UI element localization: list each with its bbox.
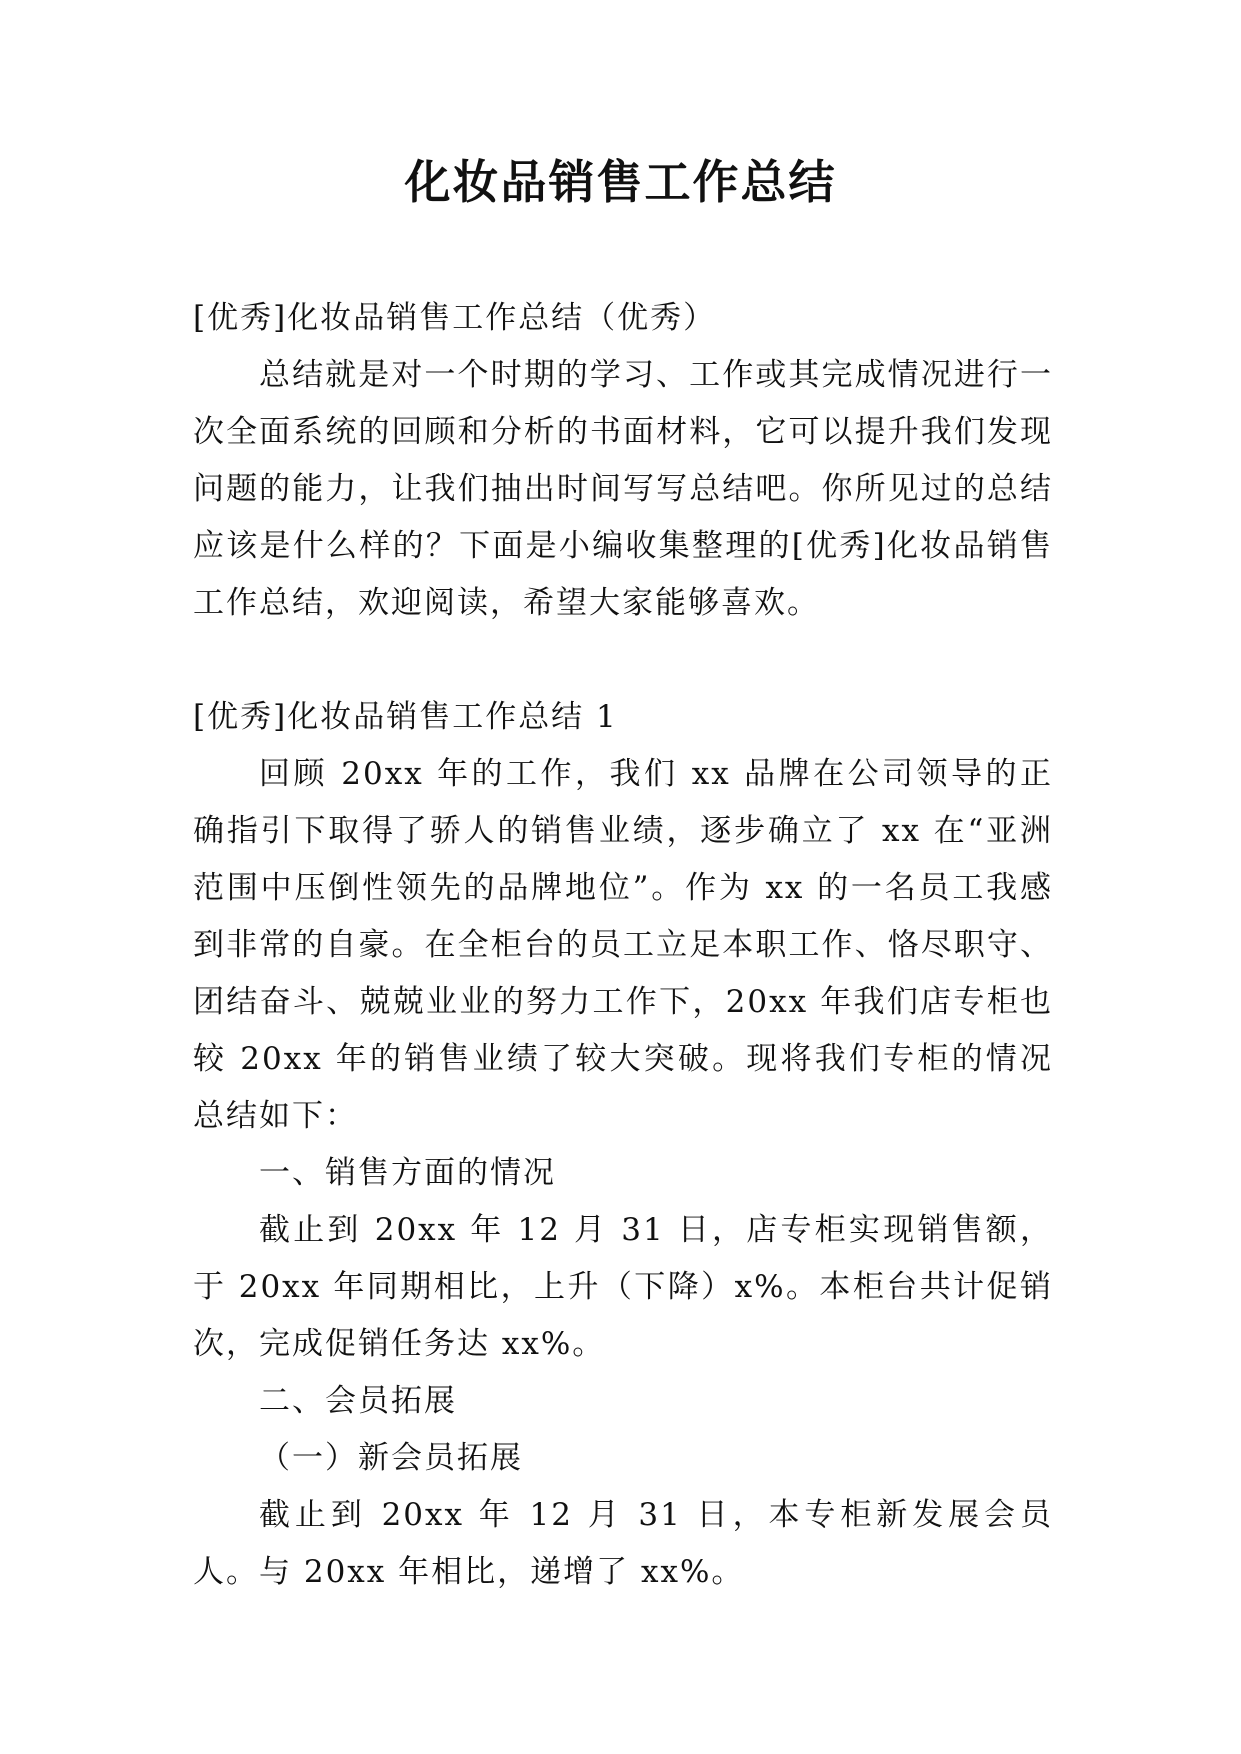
document-title: 化妆品销售工作总结: [404, 155, 837, 209]
section-member-heading: 二、会员拓展: [259, 1383, 457, 1419]
subsection-new-member-heading: （一）新会员拓展: [259, 1440, 523, 1476]
new-member-paragraph: 截止到 20xx 年 12 月 31 日，本专柜新发展会员人。与 20xx 年相比，递增了 xx%。: [193, 1497, 1053, 1590]
subheading-summary-1: [优秀]化妆品销售工作总结 1: [193, 699, 618, 735]
sales-paragraph: 截止到 20xx 年 12 月 31 日，店专柜实现销售额，于 20xx 年同期相比，上升（下降）x%。本柜台共计促销次，完成促销任务达 xx%。: [193, 1212, 1053, 1362]
section-sales-heading: 一、销售方面的情况: [259, 1155, 556, 1191]
subheading-excellent-summary: [优秀]化妆品销售工作总结（优秀）: [193, 300, 717, 336]
intro-paragraph: 总结就是对一个时期的学习、工作或其完成情况进行一次全面系统的回顾和分析的书面材料，它可以提升我们发现问题的能力，让我们抽出时间写写总结吧。你所见过的总结应该是什么样的？下面是小编收集整理的[优秀]化妆品销售工作总结，欢迎阅读，希望大家能够喜欢。: [193, 357, 1053, 621]
document-body: [193, 290, 1053, 1601]
review-paragraph: 回顾 20xx 年的工作，我们 xx 品牌在公司领导的正确指引下取得了骄人的销售业绩，逐步确立了 xx 在“亚洲范围中压倒性领先的品牌地位”。作为 xx 的一名员工我感到非常的自豪。在全柜台的员工立足本职工作、恪尽职守、团结奋斗、兢兢业业的努力工作下，20xx 年我们店专柜也较 20xx 年的销售业绩了较大突破。现将我们专柜的情况总结如下：: [193, 756, 1053, 1134]
